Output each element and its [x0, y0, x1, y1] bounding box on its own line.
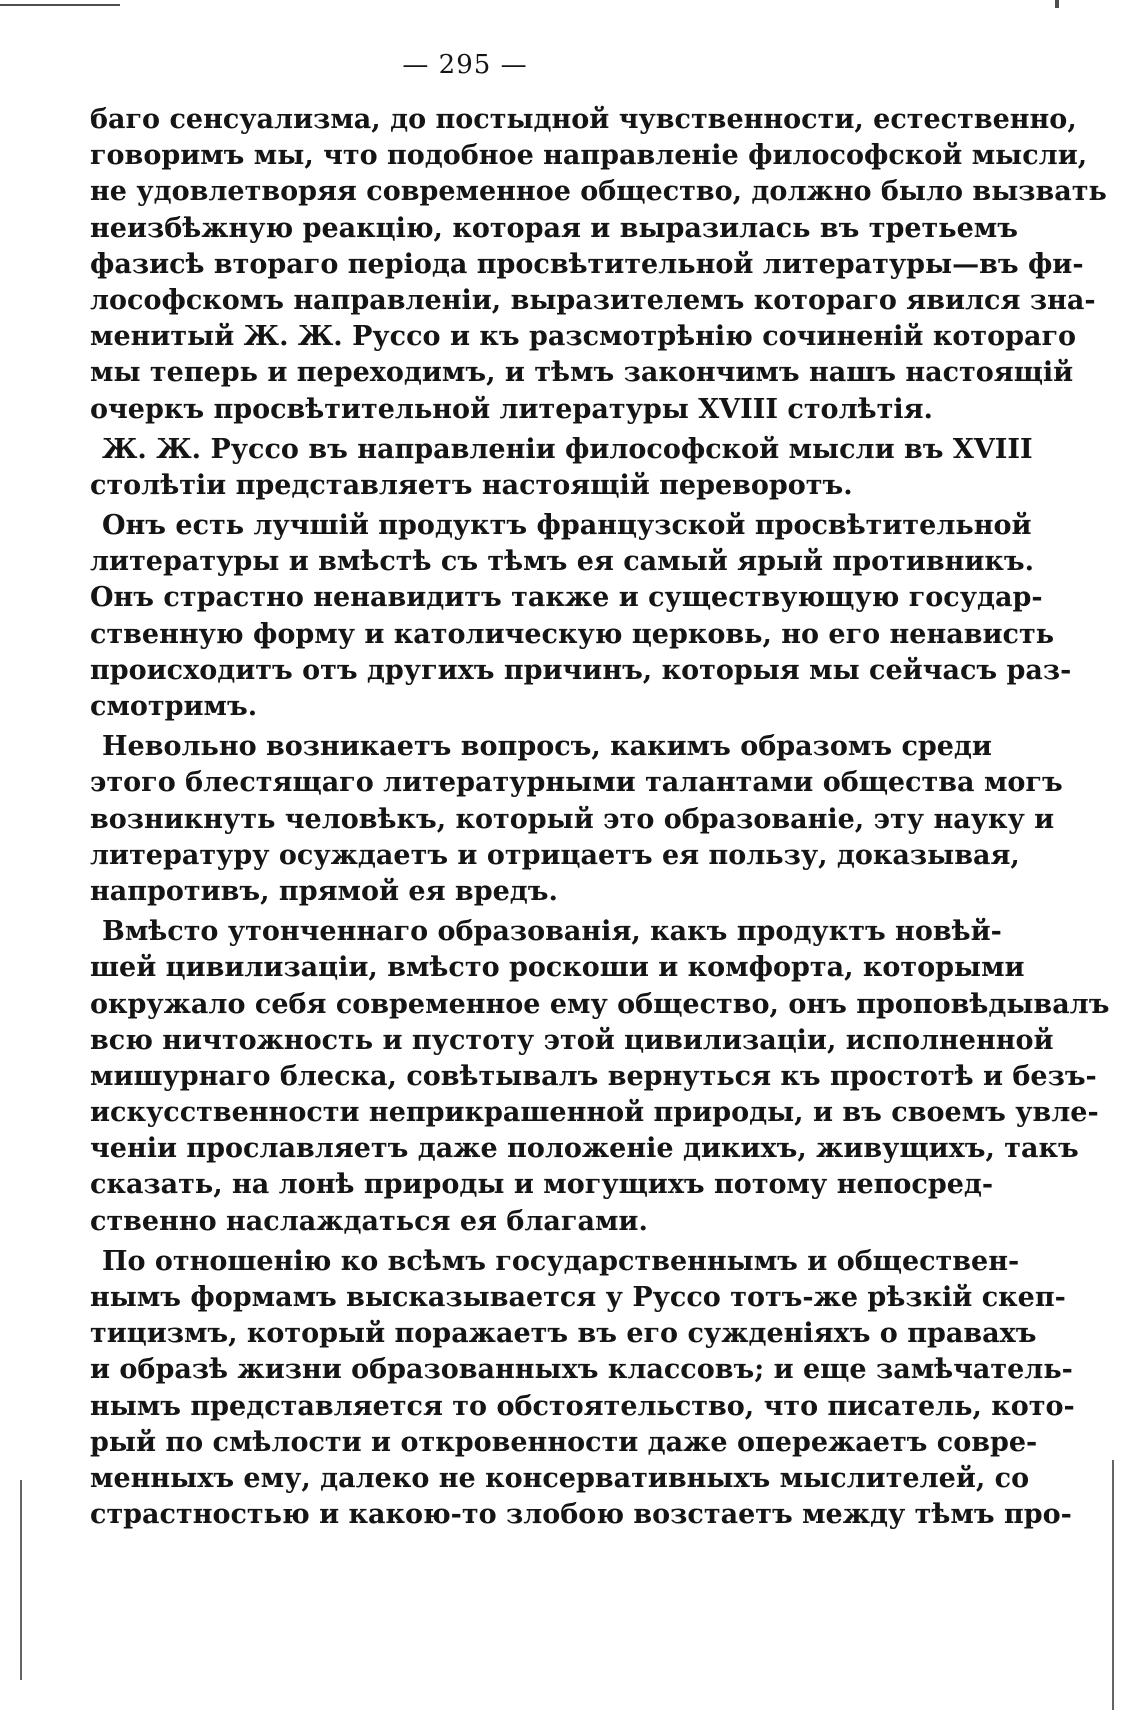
text-line: всю ничтожность и пустоту этой цивилизаціи, исполненной [90, 1024, 1054, 1056]
text-line: окружало себя современное ему общество, онъ проповѣдывалъ [90, 988, 1110, 1020]
text-line: не удовлетворяя современное общество, должно было вызвать [90, 176, 1107, 208]
text-line: столѣтіи представляетъ настоящій переворотъ. [90, 469, 853, 501]
text-line: и образѣ жизни образованныхъ классовъ; и еще замѣчатель- [90, 1354, 1073, 1386]
text-line: ственно наслаждаться ея благами. [90, 1205, 648, 1237]
text-line: искусственности неприкрашенной природы, и въ своемъ увле- [90, 1097, 1099, 1129]
text-line: менныхъ ему, далеко не консервативныхъ мыслителей, со [90, 1462, 1030, 1494]
page-number: — 295 — [402, 50, 528, 80]
text-line: Онъ страстно ненавидитъ также и существующую государ- [90, 582, 1043, 614]
text-line: фазисѣ втораго періода просвѣтительной литературы—въ фи- [90, 248, 1084, 280]
text-line: Вмѣсто утонченнаго образованія, какъ продуктъ новѣй- [102, 916, 1002, 948]
text-line: этого блестящаго литературными талантами общества могъ [90, 767, 1063, 799]
body-text [90, 102, 1110, 1533]
text-line: ченіи прославляетъ даже положеніе дикихъ, живущихъ, такъ [90, 1133, 1079, 1165]
scan-edge-mark [20, 1480, 22, 1680]
text-line: сказать, на лонѣ природы и могущихъ потому непосред- [90, 1169, 994, 1201]
text-line: литературу осуждаетъ и отрицаетъ ея пользу, доказывая, [90, 839, 1020, 871]
text-line: рый по смѣлости и откровенности даже опережаетъ совре- [90, 1426, 1038, 1458]
text-line: страстностью и какою-то злобою возстаетъ между тѣмъ про- [90, 1499, 1072, 1531]
text-line: По отношенію ко всѣмъ государственнымъ и обществен- [102, 1245, 1020, 1277]
text-line: шей цивилизаціи, вмѣсто роскоши и комфорта, которыми [90, 952, 1025, 984]
text-line: баго сенсуализма, до постыдной чувственности, естественно, [90, 104, 1077, 135]
text-line: ственную форму и католическую церковь, но его ненависть [90, 618, 1055, 650]
text-line: смотримъ. [90, 691, 258, 722]
text-line: мишурнаго блеска, совѣтывалъ вернуться къ простотѣ и безъ- [90, 1060, 1097, 1092]
text-line: происходитъ отъ другихъ причинъ, которыя мы сейчасъ раз- [90, 654, 1072, 686]
text-line: очеркъ просвѣтительной литературы XVIII столѣтія. [90, 393, 933, 425]
text-line: Ж. Ж. Руссо въ направленіи философской мысли въ XVIII [102, 433, 1033, 465]
text-line: мы теперь и переходимъ, и тѣмъ закончимъ нашъ настоящій [90, 357, 1074, 389]
scan-edge-mark [0, 4, 120, 6]
text-line: напротивъ, прямой ея вредъ. [90, 875, 558, 907]
text-line: тицизмъ, который поражаетъ въ его сужденіяхъ о правахъ [90, 1318, 1037, 1350]
text-line: Невольно возникаетъ вопросъ, какимъ образомъ среди [102, 731, 992, 763]
text-line: нымъ представляется то обстоятельство, что писатель, кото- [90, 1390, 1075, 1422]
text-line: говоримъ мы, что подобное направленіе философской мысли, [90, 140, 1088, 172]
scan-edge-mark [1112, 1460, 1114, 1710]
text-line: неизбѣжную реакцію, которая и выразилась въ третьемъ [90, 212, 1018, 244]
text-line: нымъ формамъ высказывается у Руссо тотъ-же рѣзкій скеп- [90, 1282, 1066, 1313]
text-line: Онъ есть лучшій продуктъ французской просвѣтительной [102, 510, 1032, 542]
text-line: возникнуть человѣкъ, который это образованіе, эту науку и [90, 803, 1055, 835]
scan-edge-mark [1055, 0, 1059, 8]
text-line: менитый Ж. Ж. Руссо и къ разсмотрѣнію сочиненій котораго [90, 321, 1077, 353]
text-line: литературы и вмѣстѣ съ тѣмъ ея самый ярый противникъ. [90, 546, 1034, 578]
text-line: лософскомъ направленіи, выразителемъ котораго явился зна- [90, 284, 1096, 316]
